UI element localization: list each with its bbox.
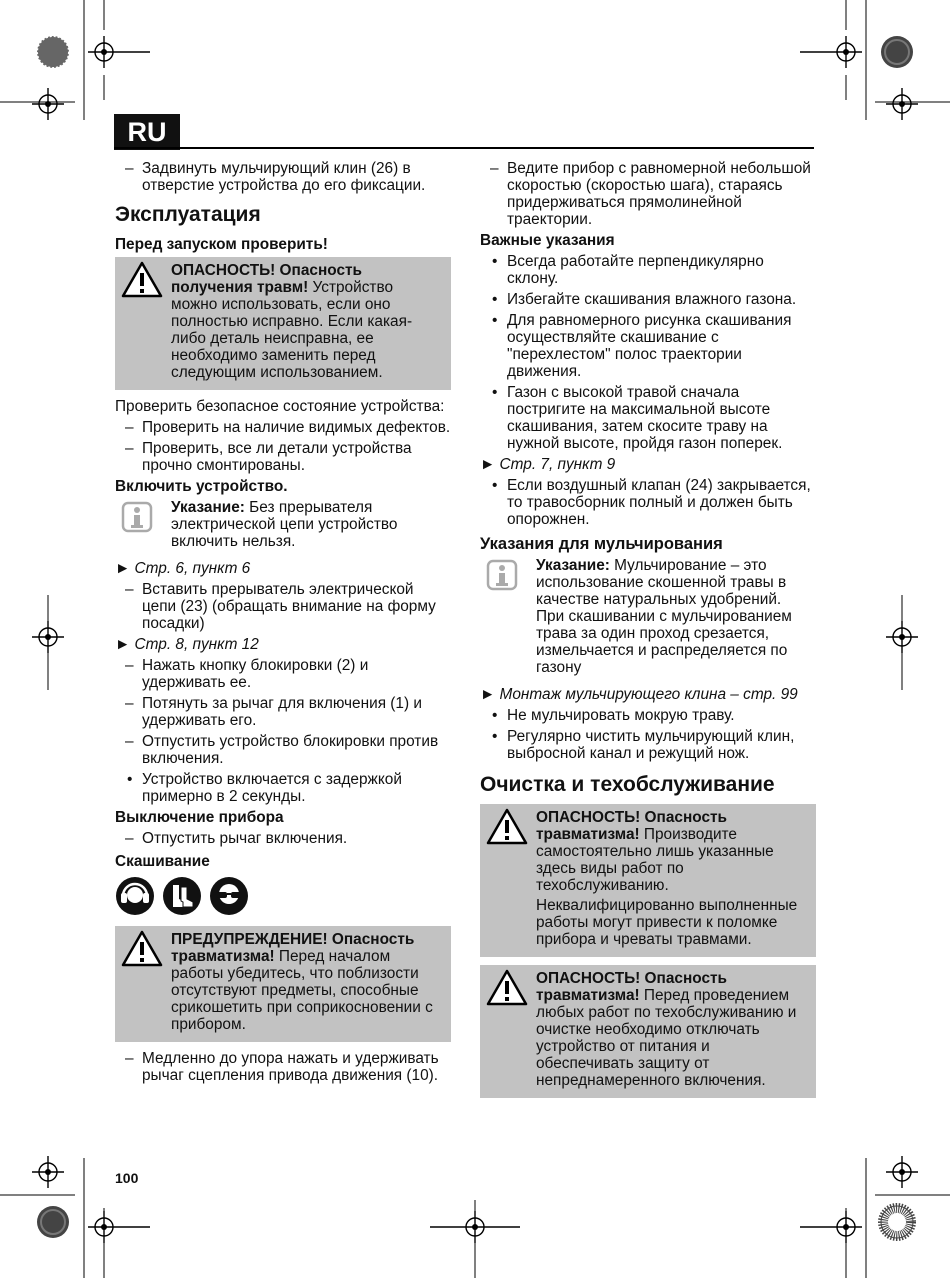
warning-triangle-icon (486, 969, 528, 1007)
note-heading: Указание: (171, 499, 245, 516)
list-item: – Вставить прерыватель электрической цепи (23) (обращать внимание на форму посадки) (115, 581, 451, 632)
note-heading: Указание: (536, 557, 610, 574)
list-item: • Газон с высокой травой сначала постригите на максимальной высоте скашивания, затем скосите траву на нужной высоте, пройдя газон поперек. (480, 384, 816, 452)
list-item: • Всегда работайте перпендикулярно склону. (480, 253, 816, 287)
pointer-arrow-icon: ► (115, 636, 131, 653)
warning-triangle-icon (121, 930, 163, 968)
danger-box (480, 804, 816, 957)
note-box (480, 557, 816, 676)
subheading-switch-off: Выключение прибора (115, 809, 284, 826)
safety-boots-icon (162, 876, 202, 916)
note-text: Без прерывателя электрической цепи устройство включить нельзя. (171, 499, 398, 550)
warning-triangle-icon (486, 808, 528, 846)
cross-reference: ► Стр. 6, пункт 6 (115, 560, 251, 577)
subheading-switch-on: Включить устройство. (115, 478, 288, 495)
pointer-arrow-icon: ► (480, 686, 496, 703)
danger-box (480, 965, 816, 1098)
pointer-arrow-icon: ► (480, 456, 496, 473)
warning-heading: ПРЕДУПРЕЖДЕНИЕ! Опасность травматизма! (171, 931, 415, 965)
paragraph: Проверить безопасное состояние устройства: (115, 398, 445, 415)
warning-text: Перед началом работы убедитесь, что поблизости отсутствуют предметы, способные срикошетить при соприкосновении с прибором. (171, 948, 433, 1033)
language-badge: RU (114, 114, 180, 150)
list-item: – Потянуть за рычаг для включения (1) и удерживать его. (115, 695, 451, 729)
list-item: – Нажать кнопку блокировки (2) и удерживать ее. (115, 657, 451, 691)
section-title-maintenance: Очистка и техобслуживание (480, 773, 775, 796)
danger-heading: ОПАСНОСТЬ! Опасность травматизма! (536, 970, 727, 1004)
danger-text: Неквалифицированно выполненные работы могут привести к поломке прибора и чреваты травмами. (536, 897, 798, 948)
cross-reference: ► Монтаж мульчирующего клина – стр. 99 (480, 686, 798, 703)
list-item: – Ведите прибор с равномерной небольшой скоростью (скоростью шага), стараясь придерживаться прямолинейной траектории. (480, 160, 816, 228)
subheading-important: Важные указания (480, 232, 615, 249)
warning-triangle-icon (121, 261, 163, 299)
header-rule (114, 147, 814, 149)
list-item: – Отпустить устройство блокировки против включения. (115, 733, 451, 767)
list-item: – Задвинуть мульчирующий клин (26) в отверстие устройства до его фиксации. (115, 160, 451, 194)
list-item: • Для равномерного рисунка скашивания осуществляйте скашивание с "перехлестом" полос траектории движения. (480, 312, 816, 380)
info-note-icon (486, 559, 518, 591)
list-item: – Проверить на наличие видимых дефектов. (115, 419, 451, 436)
danger-heading: ОПАСНОСТЬ! Опасность получения травм! (171, 262, 362, 296)
danger-text: Перед проведением любых работ по техобслуживанию и очистке необходимо отключать устройство от питания и обеспечивать защиту от непреднамеренного включения. (536, 987, 797, 1089)
list-item: • Не мульчировать мокрую траву. (480, 707, 816, 724)
info-note-icon (121, 501, 153, 533)
list-item: • Если воздушный клапан (24) закрывается, то травосборник полный и должен быть опорожнен. (480, 477, 816, 528)
note-text: Мульчирование – это использование скошенной травы в качестве натуральных удобрений. При скашивании с мульчированием трава за один проход срезается, измельчается и распределяется по газону (536, 557, 792, 676)
cross-reference: ► Стр. 7, пункт 9 (480, 456, 616, 473)
right-column (480, 160, 816, 1106)
list-item: • Избегайте скашивания влажного газона. (480, 291, 816, 308)
subheading-check: Перед запуском проверить! (115, 236, 328, 253)
list-item: – Медленно до упора нажать и удерживать рычаг сцепления привода движения (10). (115, 1050, 451, 1084)
danger-text: Устройство можно использовать, если оно полностью исправно. Если какая-либо деталь неисправна, ее необходимо заменить перед следующим использованием. (171, 279, 413, 381)
subheading-mowing: Скашивание (115, 853, 210, 870)
page-number: 100 (115, 1170, 139, 1186)
list-item: • Регулярно чистить мульчирующий клин, выбросной канал и режущий нож. (480, 728, 816, 762)
ear-protection-icon (115, 876, 155, 916)
note-box (115, 499, 451, 550)
safety-glasses-icon (209, 876, 249, 916)
section-title-operation: Эксплуатация (115, 203, 261, 226)
left-column (115, 160, 451, 1088)
ppe-icons-row (115, 876, 451, 916)
danger-text: Производите самостоятельно лишь указанные здесь виды работ по техобслуживанию. (536, 826, 774, 894)
pointer-arrow-icon: ► (115, 560, 131, 577)
subheading-mulching: Указания для мульчирования (480, 535, 723, 553)
cross-reference: ► Стр. 8, пункт 12 (115, 636, 259, 653)
list-item: • Устройство включается с задержкой примерно в 2 секунды. (115, 771, 451, 805)
warning-box (115, 926, 451, 1042)
list-item: – Отпустить рычаг включения. (115, 830, 451, 847)
list-item: – Проверить, все ли детали устройства прочно смонтированы. (115, 440, 451, 474)
danger-heading: ОПАСНОСТЬ! Опасность травматизма! (536, 809, 727, 843)
danger-box (115, 257, 451, 390)
